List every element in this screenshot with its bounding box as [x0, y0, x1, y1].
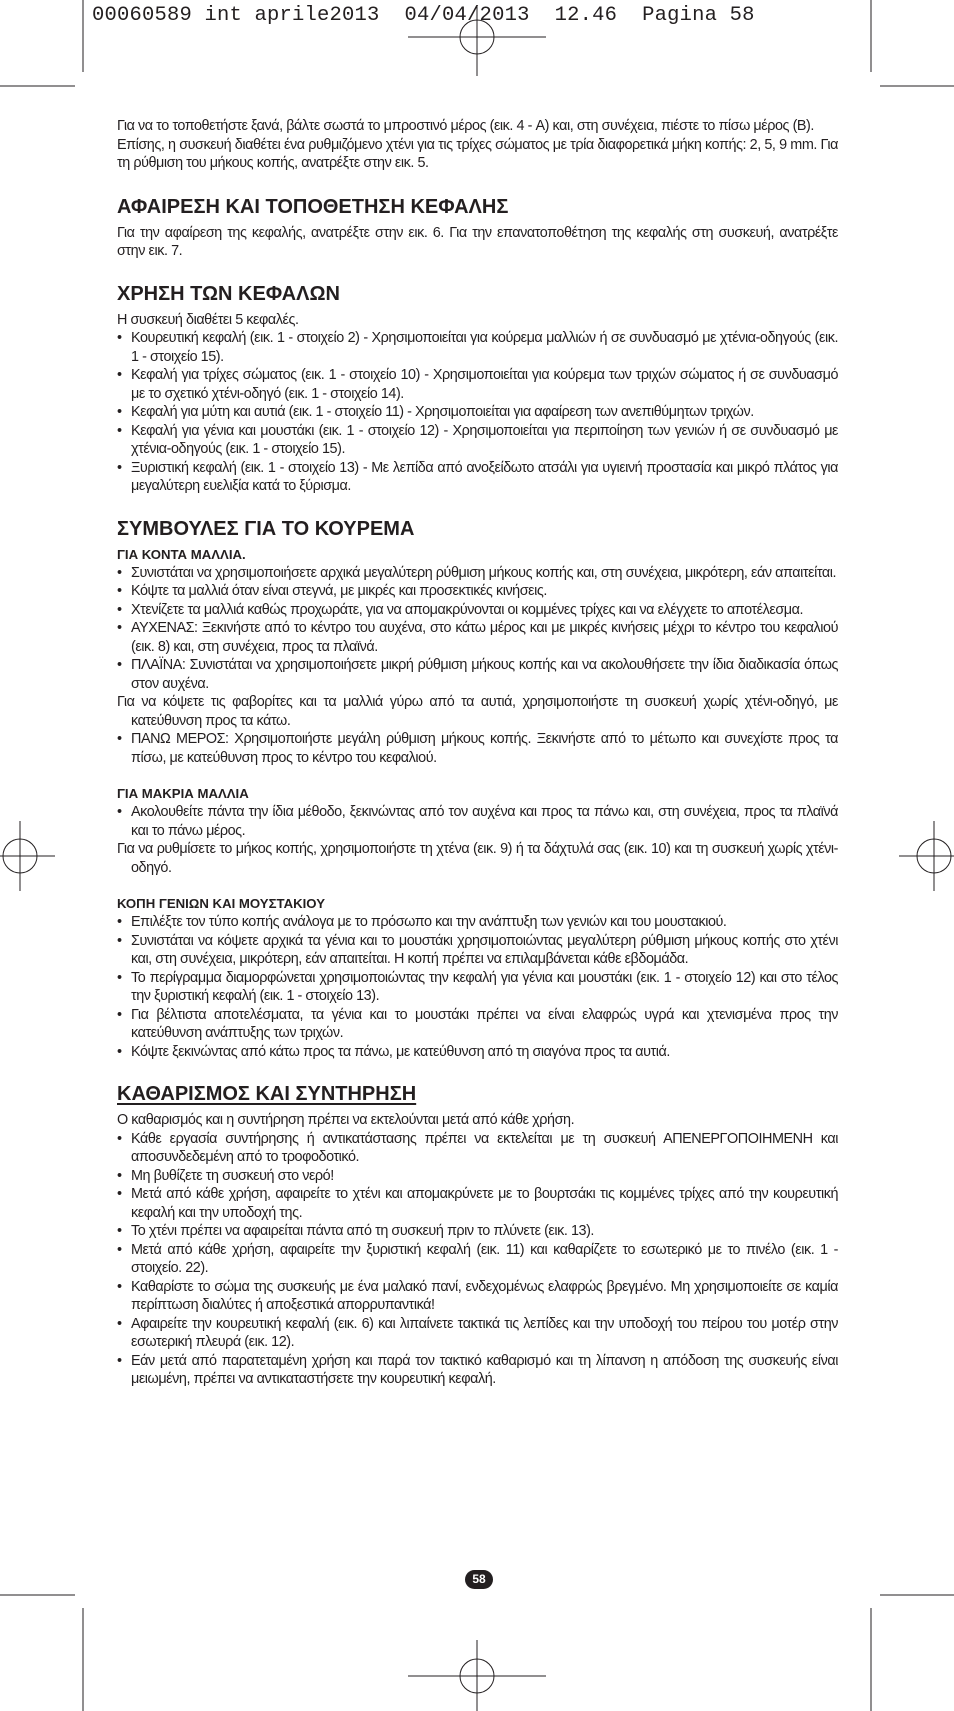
- list-item: • Κάθε εργασία συντήρησης ή αντικατάστασης πρέπει να εκτελείται με τη συσκευή ΑΠΕΝΕΡΓΟΠΟΙΗΜΕΝΗ και αποσυνδεδεμένη από το τροφοδοτικό.: [117, 1130, 838, 1167]
- list-item: • Χτενίζετε τα μαλλιά καθώς προχωράτε, για να απομακρύνονται οι κομμένες τρίχες και να ελέγχετε το αποτέλεσμα.: [117, 601, 838, 620]
- list-item: • Κεφαλή για γένια και μουστάκι (εικ. 1 - στοιχείο 12) - Χρησιμοποιείται για περιποίηση των γενιών ή σε συνδυασμό με χτένια-οδηγούς (εικ. 1 - στοιχείο 15).: [117, 422, 838, 459]
- heading-cleaning: ΚΑΘΑΡΙΣΜΟΣ ΚΑΙ ΣΥΝΤΗΡΗΣΗ: [117, 1083, 417, 1105]
- heading-heads-usage: ΧΡΗΣΗ ΤΩΝ ΚΕΦΑΛΩΝ: [117, 282, 340, 305]
- list-item: • ΠΛΑΪΝΑ: Συνιστάται να χρησιμοποιήσετε μικρή ρύθμιση μήκους κοπής και να ακολουθήσετε την ίδια διαδικασία όπως στον αυχένα.: [117, 656, 838, 693]
- page-number-badge: 58: [465, 1570, 493, 1589]
- list-item: • Ξυριστική κεφαλή (εικ. 1 - στοιχείο 13) - Με λεπίδα από ανοξείδωτο ατσάλι για υγιεινή προστασία και μικρό πλάτος για μεγαλύτερη ευελιξία κατά το ξύρισμα.: [117, 459, 838, 496]
- list-item: • Μη βυθίζετε τη συσκευή στο νερό!: [117, 1167, 838, 1186]
- long-hair-list: [117, 803, 838, 840]
- intro-paragraph-2: Επίσης, η συσκευή διαθέτει ένα ρυθμιζόμενο χτένι για τις τρίχες σώματος με τρία διαφορετικά μήκη κοπής: 2, 5, 9 mm. Για τη ρύθμιση του μήκους κοπής, ανατρέξτε στην εικ. 5.: [117, 136, 838, 171]
- registration-mark-right: [899, 821, 954, 891]
- removal-paragraph: Για την αφαίρεση της κεφαλής, ανατρέξτε στην εικ. 6. Για την επανατοποθέτηση της κεφαλής στη συσκευή, ανατρέξτε στην εικ. 7.: [117, 224, 838, 259]
- registration-mark-left: [0, 821, 55, 891]
- document-body: [117, 117, 838, 1389]
- list-item: • Συνιστάται να χρησιμοποιήσετε αρχικά μεγαλύτερη ρύθμιση μήκους κοπής και, στη συνέχεια, μικρότερη, εάν απαιτείται.: [117, 564, 838, 583]
- heads-lead: Η συσκευή διαθέτει 5 κεφαλές.: [117, 311, 299, 328]
- cleaning-lead: Ο καθαρισμός και η συντήρηση πρέπει να εκτελούνται μετά από κάθε χρήση.: [117, 1112, 575, 1128]
- list-item: • Μετά από κάθε χρήση, αφαιρείτε την ξυριστική κεφαλή (εικ. 11) και καθαρίζετε το εσωτερικό με το πινέλο (εικ. 1 - στοιχείο. 22).: [117, 1241, 838, 1278]
- list-item: • Συνιστάται να κόψετε αρχικά τα γένια και το μουστάκι χρησιμοποιώντας μεγαλύτερη ρύθμιση μήκους κοπής στο χτένι και, στη συνέχεια, μικρότερη, εάν απαιτείται. Η κοπή πρέπει να επιλαμβάνεται κάθε εβδομάδα.: [117, 932, 838, 969]
- list-item: • Κεφαλή για τρίχες σώματος (εικ. 1 - στοιχείο 10) - Χρησιμοποιείται για κούρεμα των τριχών σώματος ή σε συνδυασμό με το σχετικό χτένι-οδηγό (εικ. 1 - στοιχείο 14).: [117, 366, 838, 403]
- subheading-short-hair: ΓΙΑ ΚΟΝΤΑ ΜΑΛΛΙΑ.: [117, 546, 246, 562]
- heading-removal: ΑΦΑΙΡΕΣΗ ΚΑΙ ΤΟΠΟΘΕΤΗΣΗ ΚΕΦΑΛΗΣ: [117, 195, 509, 218]
- short-hair-note: Για να κόψετε τις φαβορίτες και τα μαλλιά γύρω από τα αυτιά, χρησιμοποιήστε τη συσκευή χωρίς χτένι-οδηγό, με κατεύθυνση προς τα κάτω.: [117, 694, 838, 729]
- heads-list: [117, 329, 838, 496]
- list-item: • Το περίγραμμα διαμορφώνεται χρησιμοποιώντας την κεφαλή για γένια και μουστάκι (εικ. 1 - στοιχείο 12) και στο τέλος την ξυριστική κεφαλή (εικ. 1 - στοιχείο 13).: [117, 969, 838, 1006]
- list-item: • ΑΥΧΕΝΑΣ: Ξεκινήστε από το κέντρο του αυχένα, στο κάτω μέρος και με μικρές κινήσεις μέχρι το κέντρο του κεφαλιού (εικ. 8) και, στη συνέχεια, προς τα πλαϊνά.: [117, 619, 838, 656]
- list-item: • Καθαρίστε το σώμα της συσκευής με ένα μαλακό πανί, ενδεχομένως ελαφρώς βρεγμένο. Μη χρησιμοποιείτε σε καμία περίπτωση διαλύτες ή αποξεστικά απορρυπαντικά!: [117, 1278, 838, 1315]
- list-item: • Επιλέξτε τον τύπο κοπής ανάλογα με το πρόσωπο και την ανάπτυξη των γενιών και του μουστακιού.: [117, 913, 838, 932]
- subheading-beard: ΚΟΠΗ ΓΕΝΙΩΝ ΚΑΙ ΜΟΥΣΤΑΚΙΟΥ: [117, 896, 325, 911]
- list-item: • Κουρευτική κεφαλή (εικ. 1 - στοιχείο 2) - Χρησιμοποιείται για κούρεμα μαλλιών ή σε συνδυασμό με χτένια-οδηγούς (εικ. 1 - στοιχείο 15).: [117, 329, 838, 366]
- list-item: • Κεφαλή για μύτη και αυτιά (εικ. 1 - στοιχείο 11) - Χρησιμοποιείται για αφαίρεση των ανεπιθύμητων τριχών.: [117, 403, 838, 422]
- short-hair-list: [117, 564, 838, 694]
- heading-haircut-tips: ΣΥΜΒΟΥΛΕΣ ΓΙΑ ΤΟ ΚΟΥΡΕΜΑ: [117, 517, 415, 540]
- list-item: • ΠΑΝΩ ΜΕΡΟΣ: Χρησιμοποιήστε μεγάλη ρύθμιση μήκους κοπής. Ξεκινήστε από το μέτωπο και συνεχίστε προς τα πίσω, με κατεύθυνση προς το κέντρο του κεφαλιού.: [117, 730, 838, 767]
- list-item: • Εάν μετά από παρατεταμένη χρήση και παρά τον τακτικό καθαρισμό και τη λίπανση η απόδοση της συσκευής είναι μειωμένη, πρέπει να αντικαταστήσετε την κουρευτική κεφαλή.: [117, 1352, 838, 1389]
- list-item: • Για βέλτιστα αποτελέσματα, τα γένια και το μουστάκι πρέπει να είναι ελαφρώς υγρά και χτενισμένα προς την κατεύθυνση ανάπτυξης των τριχών.: [117, 1006, 838, 1043]
- intro-paragraph-1: Για να το τοποθετήστε ξανά, βάλτε σωστά το μπροστινό μέρος (εικ. 4 - A) και, στη συνέχεια, πιέστε το πίσω μέρος (B).: [117, 118, 814, 134]
- subheading-long-hair: ΓΙΑ ΜΑΚΡΙΑ ΜΑΛΛΙΑ: [117, 786, 249, 801]
- list-item: • Αφαιρείτε την κουρευτική κεφαλή (εικ. 6) και λιπαίνετε τακτικά τις λεπίδες και την υποδοχή του πείρου του μοτέρ στην εσωτερική πλευρά (εικ. 12).: [117, 1315, 838, 1352]
- registration-mark-bottom: [408, 1640, 546, 1711]
- beard-list: [117, 913, 838, 1061]
- list-item: • Κόψτε τα μαλλιά όταν είναι στεγνά, με μικρές και προσεκτικές κινήσεις.: [117, 582, 838, 601]
- long-hair-note: Για να ρυθμίσετε το μήκος κοπής, χρησιμοποιήστε τη χτένα (εικ. 9) ή τα δάχτυλά σας (εικ. 10) και τη συσκευή χωρίς χτένι-οδηγό.: [117, 841, 838, 876]
- list-item: • Κόψτε ξεκινώντας από κάτω προς τα πάνω, με κατεύθυνση από τη σιαγόνα προς τα αυτιά.: [117, 1043, 838, 1062]
- print-slug: 00060589 int aprile2013 04/04/2013 12.46 Pagina 58: [92, 4, 755, 27]
- list-item: • Το χτένι πρέπει να αφαιρείται πάντα από τη συσκευή πριν το πλύνετε (εικ. 13).: [117, 1222, 838, 1241]
- list-item: • Μετά από κάθε χρήση, αφαιρείτε το χτένι και απομακρύνετε με το βουρτσάκι τις κομμένες τρίχες από την κουρευτική κεφαλή και την υποδοχή της.: [117, 1185, 838, 1222]
- cleaning-list: [117, 1130, 838, 1389]
- short-hair-list-2: [117, 730, 838, 767]
- list-item: • Ακολουθείτε πάντα την ίδια μέθοδο, ξεκινώντας από τον αυχένα και προς τα πάνω και, στη συνέχεια, προς τα πλαϊνά και το πάνω μέρος.: [117, 803, 838, 840]
